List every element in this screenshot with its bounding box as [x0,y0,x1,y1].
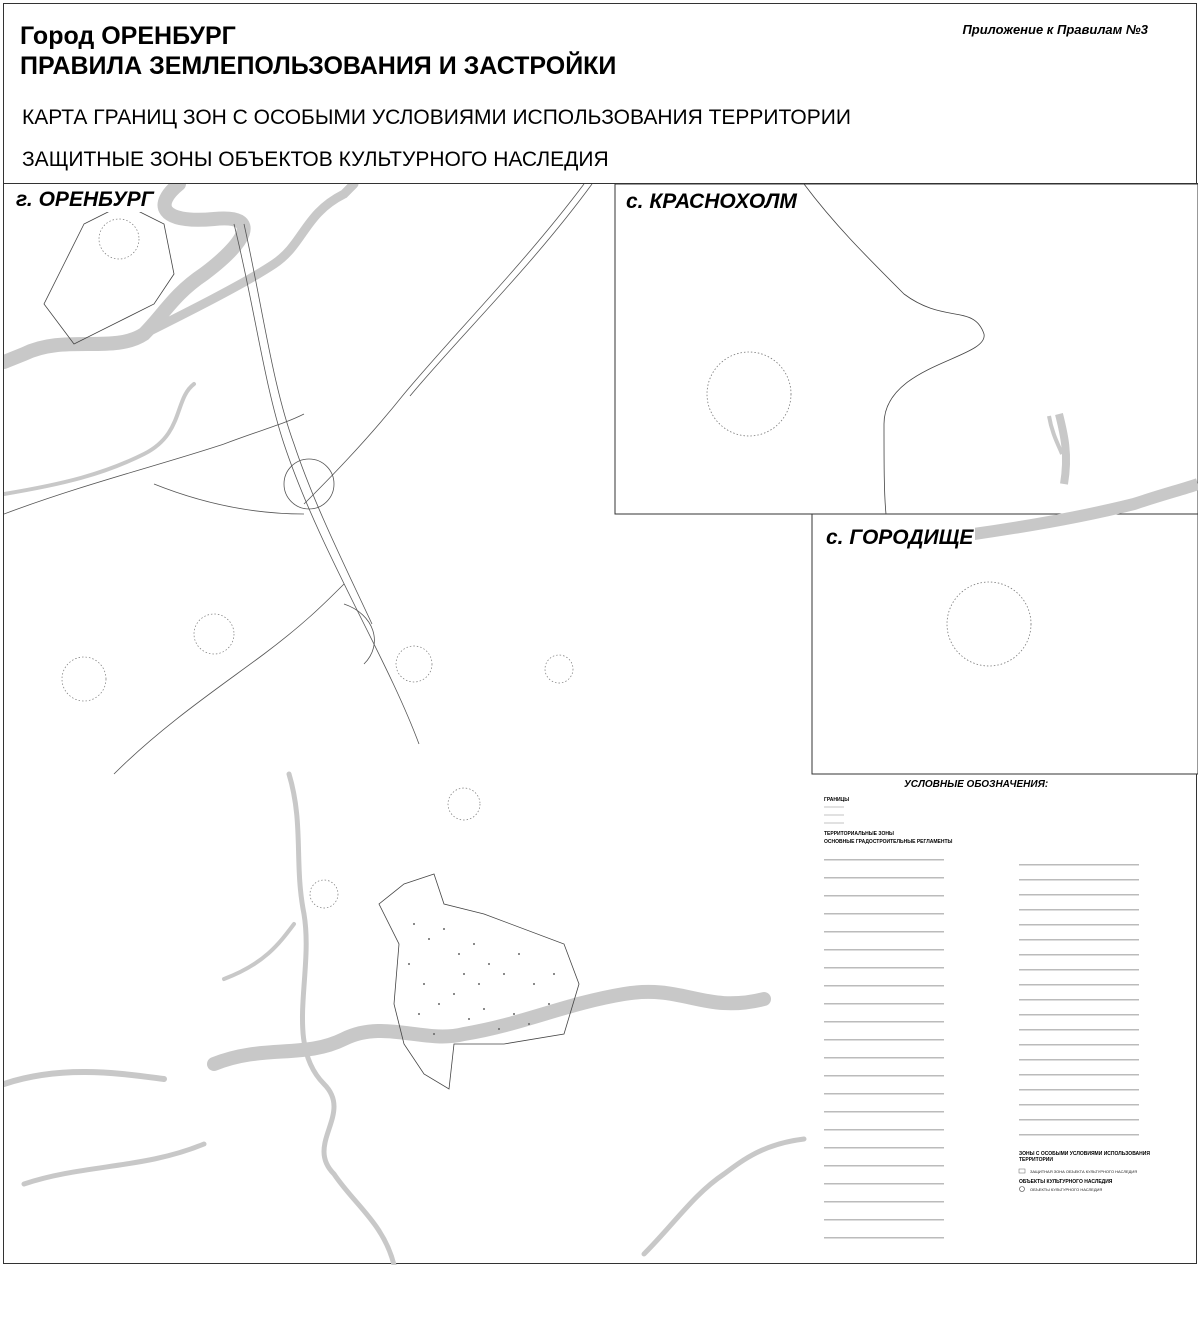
rules-title: ПРАВИЛА ЗЕМЛЕПОЛЬЗОВАНИЯ И ЗАСТРОЙКИ [20,52,617,80]
legend-special-zones-heading: ЗОНЫ С ОСОБЫМИ УСЛОВИЯМИ ИСПОЛЬЗОВАНИЯ ТЕРРИТОРИИ [1019,1151,1150,1163]
map-subtitle-zones: ЗАЩИТНЫЕ ЗОНЫ ОБЪЕКТОВ КУЛЬТУРНОГО НАСЛЕДИЯ [22,148,609,171]
legend-protective-zone-item: ЗАЩИТНАЯ ЗОНА ОБЪЕКТА КУЛЬТУРНОГО НАСЛЕДИЯ [1030,1169,1138,1174]
legend-heritage-heading: ОБЪЕКТЫ КУЛЬТУРНОГО НАСЛЕДИЯ [1019,1179,1113,1185]
inset-gorodishche [812,514,1198,774]
legend-territorial-heading: ТЕРРИТОРИАЛЬНЫЕ ЗОНЫ [824,831,894,837]
legend-title: УСЛОВНЫЕ ОБОЗНАЧЕНИЯ: [904,779,1049,790]
legend [824,779,1194,1264]
legend-heritage-item: ОБЪЕКТЫ КУЛЬТУРНОГО НАСЛЕДИЯ [1030,1187,1103,1192]
inset2-label: с. ГОРОДИЩЕ [826,526,974,549]
inset1-label: с. КРАСНОХОЛМ [626,190,797,213]
legend-swatches [824,779,1194,1264]
inset-krasnokholm [615,184,1198,514]
roads [4,184,592,774]
legend-regulations-heading: ОСНОВНЫЕ ГРАДОСТРОИТЕЛЬНЫЕ РЕГЛАМЕНТЫ [824,839,953,845]
map-sheet [3,3,1197,1264]
appendix-label: Приложение к Правилам №3 [962,22,1148,37]
main-map-label: г. ОРЕНБУРГ [16,188,154,211]
legend-borders-heading: ГРАНИЦЫ [824,797,850,803]
title-block [4,4,1198,184]
city-title: Город ОРЕНБУРГ [20,22,236,50]
map-subtitle: КАРТА ГРАНИЦ ЗОН С ОСОБЫМИ УСЛОВИЯМИ ИСПОЛЬЗОВАНИЯ ТЕРРИТОРИИ [22,106,851,129]
